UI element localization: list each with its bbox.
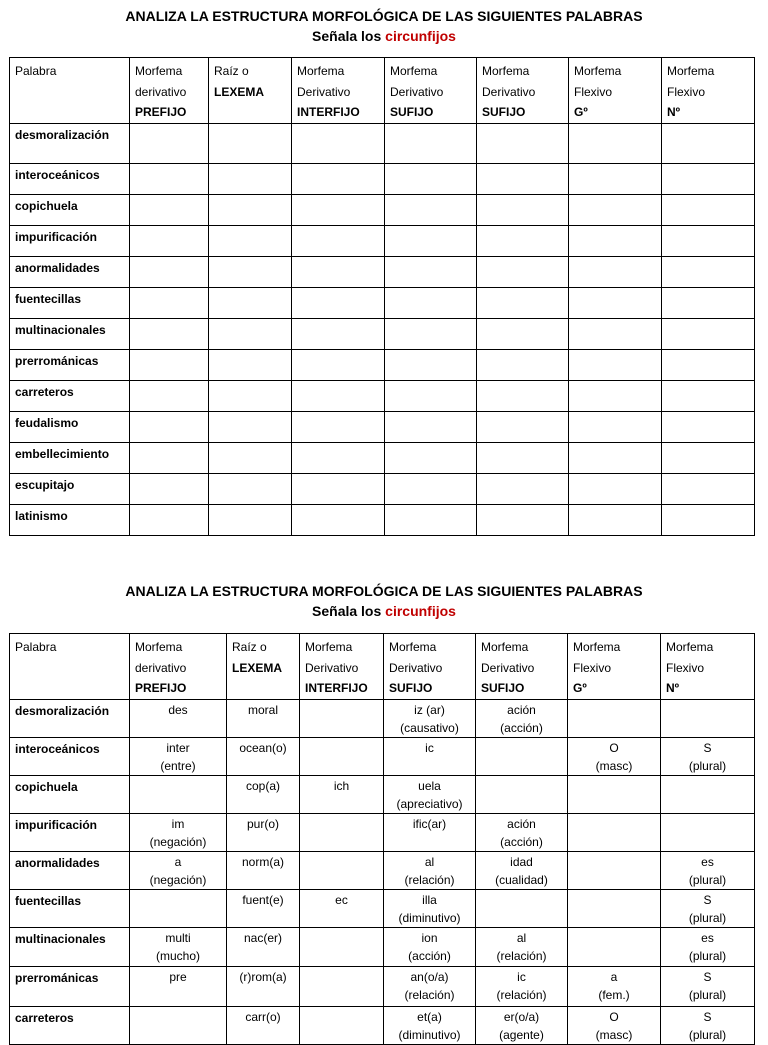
table-row — [10, 443, 755, 474]
morpheme-text: ion — [421, 930, 438, 945]
morpheme-text: moral — [247, 702, 278, 717]
morpheme-cell — [130, 966, 227, 1006]
header-lexema: Raíz o LEXEMA — [209, 58, 292, 124]
morpheme-gloss: (plural) — [688, 910, 727, 925]
morpheme-cell — [661, 813, 755, 851]
morpheme-cell — [568, 737, 661, 775]
morpheme-cell — [209, 505, 292, 536]
morpheme-cell — [661, 775, 755, 813]
morpheme-cell — [209, 164, 292, 195]
morpheme-cell — [662, 412, 755, 443]
morpheme-cell — [661, 1006, 755, 1044]
morpheme-text: S — [703, 892, 712, 907]
word-cell: interoceánicos — [10, 164, 130, 195]
word-cell: desmoralización — [10, 124, 130, 164]
morpheme-cell — [130, 319, 209, 350]
morpheme-cell — [292, 288, 385, 319]
blank-analysis-table — [9, 57, 755, 536]
morpheme-cell — [227, 851, 300, 889]
morpheme-cell — [568, 775, 661, 813]
word-cell: fuentecillas — [10, 288, 130, 319]
morpheme-gloss: (entre) — [160, 758, 196, 773]
morpheme-cell — [662, 164, 755, 195]
morpheme-cell — [569, 226, 662, 257]
morpheme-gloss: (plural) — [688, 872, 727, 887]
morpheme-cell — [662, 381, 755, 412]
morpheme-gloss: (negación) — [149, 834, 207, 849]
header-genero: Morfema Flexivo Gº — [568, 634, 661, 700]
morpheme-cell — [227, 775, 300, 813]
table-header-row — [10, 58, 755, 124]
morpheme-cell — [477, 195, 569, 226]
word-cell: feudalismo — [10, 412, 130, 443]
morpheme-gloss: (plural) — [688, 758, 727, 773]
morpheme-cell — [568, 927, 661, 966]
morpheme-text: fuent(e) — [242, 892, 284, 907]
word-cell: prerrománicas — [10, 966, 130, 1006]
morpheme-cell — [385, 319, 477, 350]
morpheme-cell — [477, 319, 569, 350]
morpheme-text: er(o/a) — [503, 1009, 540, 1024]
morpheme-cell — [385, 226, 477, 257]
morpheme-text: al — [424, 854, 435, 869]
header-numero: Morfema Flexivo Nº — [662, 58, 755, 124]
morpheme-cell — [477, 412, 569, 443]
morpheme-cell — [130, 505, 209, 536]
morpheme-cell — [662, 350, 755, 381]
morpheme-cell — [130, 775, 227, 813]
morpheme-cell — [385, 412, 477, 443]
subtitle-highlight: circunfijos — [385, 603, 456, 619]
header-lexema: Raíz o LEXEMA — [227, 634, 300, 700]
morpheme-cell — [477, 350, 569, 381]
morpheme-cell — [476, 1006, 568, 1044]
table-row — [10, 350, 755, 381]
morpheme-cell — [209, 257, 292, 288]
table-row — [10, 966, 755, 1006]
morpheme-text: multi — [165, 930, 191, 945]
morpheme-cell — [209, 412, 292, 443]
morpheme-text: ación — [507, 816, 536, 831]
table-row — [10, 699, 755, 737]
morpheme-gloss: (relación) — [404, 987, 455, 1002]
morpheme-cell — [130, 195, 209, 226]
morpheme-cell — [130, 699, 227, 737]
morpheme-cell — [209, 288, 292, 319]
morpheme-cell — [384, 927, 476, 966]
morpheme-text: S — [703, 969, 712, 984]
table-row — [10, 257, 755, 288]
header-interfijo: Morfema Derivativo INTERFIJO — [300, 634, 384, 700]
morpheme-cell — [477, 474, 569, 505]
word-cell: anormalidades — [10, 851, 130, 889]
morpheme-cell — [569, 288, 662, 319]
morpheme-gloss: (agente) — [499, 1027, 544, 1042]
morpheme-cell — [568, 1006, 661, 1044]
morpheme-text: al — [516, 930, 527, 945]
morpheme-cell — [568, 851, 661, 889]
word-cell: embellecimiento — [10, 443, 130, 474]
title-line: ANALIZA LA ESTRUCTURA MORFOLÓGICA DE LAS SIGUIENTES PALABRAS — [125, 8, 643, 24]
morpheme-cell — [661, 699, 755, 737]
morpheme-text: O — [609, 1009, 619, 1024]
morpheme-cell — [477, 257, 569, 288]
morpheme-gloss: (relación) — [496, 987, 547, 1002]
morpheme-cell — [569, 381, 662, 412]
morpheme-cell — [662, 226, 755, 257]
morpheme-cell — [476, 737, 568, 775]
morpheme-text: ic — [517, 969, 526, 984]
morpheme-cell — [292, 124, 385, 164]
table-row — [10, 813, 755, 851]
morpheme-cell — [385, 505, 477, 536]
morpheme-text: S — [703, 1009, 712, 1024]
morpheme-text: uela — [418, 778, 441, 793]
table-row — [10, 195, 755, 226]
table-row — [10, 124, 755, 164]
morpheme-cell — [227, 737, 300, 775]
morpheme-cell — [477, 164, 569, 195]
morpheme-cell — [385, 164, 477, 195]
header-sufijo-2: Morfema Derivativo SUFIJO — [476, 634, 568, 700]
morpheme-text: O — [609, 740, 619, 755]
morpheme-cell — [227, 889, 300, 927]
morpheme-text: inter — [166, 740, 190, 755]
table-row — [10, 775, 755, 813]
morpheme-text: ic — [425, 740, 434, 755]
word-cell: latinismo — [10, 505, 130, 536]
morpheme-cell — [385, 443, 477, 474]
morpheme-cell — [662, 443, 755, 474]
morpheme-text: ocean(o) — [239, 740, 287, 755]
table-header-row — [10, 634, 755, 700]
morpheme-cell — [130, 164, 209, 195]
morpheme-text: idad — [510, 854, 533, 869]
morpheme-cell — [569, 412, 662, 443]
morpheme-gloss: (masc) — [595, 758, 633, 773]
table-row — [10, 851, 755, 889]
morpheme-cell — [384, 699, 476, 737]
morpheme-cell — [292, 195, 385, 226]
morpheme-cell — [662, 195, 755, 226]
table-row — [10, 319, 755, 350]
morpheme-text: an(o/a) — [410, 969, 449, 984]
morpheme-cell — [130, 226, 209, 257]
morpheme-text: a — [174, 854, 182, 869]
morpheme-cell — [477, 288, 569, 319]
header-sufijo-1: Morfema Derivativo SUFIJO — [384, 634, 476, 700]
blank-table-body — [10, 124, 755, 536]
morpheme-cell — [569, 505, 662, 536]
morpheme-cell — [477, 124, 569, 164]
subtitle-prefix: Señala los — [312, 603, 382, 619]
morpheme-cell — [209, 226, 292, 257]
morpheme-text: S — [703, 740, 712, 755]
morpheme-cell — [130, 813, 227, 851]
morpheme-cell — [130, 474, 209, 505]
solution-title — [0, 581, 768, 621]
word-cell: impurificación — [10, 813, 130, 851]
morpheme-cell — [130, 124, 209, 164]
morpheme-cell — [209, 474, 292, 505]
morpheme-cell — [385, 288, 477, 319]
morpheme-text: illa — [422, 892, 437, 907]
morpheme-cell — [569, 124, 662, 164]
morpheme-cell — [384, 1006, 476, 1044]
morpheme-gloss: (acción) — [500, 834, 543, 849]
morpheme-cell — [569, 195, 662, 226]
table-row — [10, 474, 755, 505]
morpheme-text: im — [171, 816, 185, 831]
subtitle-line — [0, 26, 768, 46]
morpheme-text: ec — [335, 892, 348, 907]
morpheme-gloss: (plural) — [688, 948, 727, 963]
morpheme-cell — [384, 737, 476, 775]
morpheme-text: ific(ar) — [412, 816, 447, 831]
morpheme-cell — [568, 889, 661, 927]
morpheme-text: (r)rom(a) — [239, 969, 287, 984]
morpheme-gloss: (diminutivo) — [398, 1027, 461, 1042]
morpheme-cell — [662, 474, 755, 505]
morpheme-cell — [662, 257, 755, 288]
morpheme-cell — [662, 319, 755, 350]
word-cell: carreteros — [10, 381, 130, 412]
header-sufijo-1: Morfema Derivativo SUFIJO — [385, 58, 477, 124]
header-numero: Morfema Flexivo Nº — [661, 634, 755, 700]
morpheme-cell — [477, 443, 569, 474]
title-line: ANALIZA LA ESTRUCTURA MORFOLÓGICA DE LAS SIGUIENTES PALABRAS — [125, 583, 643, 599]
word-cell: prerrománicas — [10, 350, 130, 381]
morpheme-cell — [385, 474, 477, 505]
morpheme-text: a — [610, 969, 618, 984]
morpheme-cell — [476, 813, 568, 851]
exercise-title — [0, 6, 768, 46]
morpheme-gloss: (apreciativo) — [396, 796, 463, 811]
morpheme-cell — [477, 381, 569, 412]
morpheme-cell — [227, 813, 300, 851]
morpheme-gloss: (acción) — [408, 948, 451, 963]
table-row — [10, 412, 755, 443]
morpheme-text: ich — [333, 778, 350, 793]
morpheme-cell — [130, 257, 209, 288]
morpheme-cell — [568, 966, 661, 1006]
word-cell: desmoralización — [10, 699, 130, 737]
morpheme-cell — [292, 412, 385, 443]
word-cell: copichuela — [10, 775, 130, 813]
morpheme-cell — [292, 164, 385, 195]
table-row — [10, 381, 755, 412]
word-cell: carreteros — [10, 1006, 130, 1044]
table-row — [10, 1006, 755, 1044]
morpheme-cell — [209, 124, 292, 164]
subtitle-prefix: Señala los — [312, 28, 382, 44]
morpheme-cell — [209, 381, 292, 412]
morpheme-gloss: (plural) — [688, 987, 727, 1002]
solved-analysis-table — [9, 633, 755, 1045]
morpheme-cell — [209, 195, 292, 226]
morpheme-cell — [300, 737, 384, 775]
morpheme-cell — [476, 699, 568, 737]
morpheme-text: ación — [507, 702, 536, 717]
morpheme-cell — [292, 474, 385, 505]
morpheme-cell — [130, 443, 209, 474]
morpheme-cell — [292, 319, 385, 350]
morpheme-cell — [569, 443, 662, 474]
morpheme-cell — [209, 350, 292, 381]
morpheme-gloss: (relación) — [404, 872, 455, 887]
morpheme-cell — [385, 257, 477, 288]
morpheme-cell — [476, 775, 568, 813]
morpheme-cell — [476, 966, 568, 1006]
morpheme-cell — [384, 851, 476, 889]
morpheme-gloss: (acción) — [500, 720, 543, 735]
morpheme-cell — [477, 226, 569, 257]
header-prefijo: Morfema derivativo PREFIJO — [130, 58, 209, 124]
morpheme-cell — [292, 381, 385, 412]
morpheme-cell — [130, 381, 209, 412]
morpheme-gloss: (plural) — [688, 1027, 727, 1042]
morpheme-cell — [568, 699, 661, 737]
morpheme-cell — [569, 350, 662, 381]
table-row — [10, 164, 755, 195]
morpheme-text: cop(a) — [245, 778, 280, 793]
morpheme-cell — [384, 889, 476, 927]
morpheme-cell — [227, 966, 300, 1006]
header-prefijo: Morfema derivativo PREFIJO — [130, 634, 227, 700]
table-row — [10, 505, 755, 536]
table-row — [10, 288, 755, 319]
word-cell: multinacionales — [10, 319, 130, 350]
morpheme-cell — [227, 927, 300, 966]
morpheme-cell — [568, 813, 661, 851]
word-cell: fuentecillas — [10, 889, 130, 927]
table-row — [10, 737, 755, 775]
morpheme-gloss: (relación) — [496, 948, 547, 963]
table-row — [10, 226, 755, 257]
morpheme-cell — [384, 813, 476, 851]
morpheme-cell — [209, 443, 292, 474]
morpheme-gloss: (fem.) — [598, 987, 630, 1002]
morpheme-cell — [130, 288, 209, 319]
morpheme-cell — [130, 412, 209, 443]
word-cell: anormalidades — [10, 257, 130, 288]
morpheme-gloss: (cualidad) — [495, 872, 548, 887]
morpheme-cell — [569, 474, 662, 505]
morpheme-cell — [476, 889, 568, 927]
morpheme-text: nac(er) — [243, 930, 282, 945]
morpheme-cell — [569, 257, 662, 288]
word-cell: interoceánicos — [10, 737, 130, 775]
morpheme-text: norm(a) — [241, 854, 284, 869]
morpheme-text: iz (ar) — [414, 702, 445, 717]
morpheme-text: carr(o) — [245, 1009, 281, 1024]
morpheme-cell — [661, 851, 755, 889]
morpheme-gloss: (masc) — [595, 1027, 633, 1042]
morpheme-cell — [130, 889, 227, 927]
morpheme-cell — [292, 257, 385, 288]
header-interfijo: Morfema Derivativo INTERFIJO — [292, 58, 385, 124]
morpheme-cell — [662, 288, 755, 319]
header-palabra: Palabra — [10, 634, 130, 700]
morpheme-cell — [300, 889, 384, 927]
morpheme-cell — [662, 505, 755, 536]
morpheme-cell — [661, 927, 755, 966]
morpheme-cell — [227, 1006, 300, 1044]
word-cell: impurificación — [10, 226, 130, 257]
morpheme-cell — [292, 443, 385, 474]
solved-table-body — [10, 699, 755, 1044]
header-genero: Morfema Flexivo Gº — [569, 58, 662, 124]
morpheme-cell — [384, 966, 476, 1006]
morpheme-text: pur(o) — [246, 816, 279, 831]
word-cell: copichuela — [10, 195, 130, 226]
morpheme-cell — [661, 889, 755, 927]
morpheme-cell — [292, 350, 385, 381]
header-sufijo-2: Morfema Derivativo SUFIJO — [477, 58, 569, 124]
morpheme-cell — [661, 966, 755, 1006]
morpheme-cell — [385, 195, 477, 226]
header-palabra: Palabra — [10, 58, 130, 124]
morpheme-gloss: (diminutivo) — [398, 910, 461, 925]
morpheme-cell — [300, 775, 384, 813]
morpheme-gloss: (causativo) — [400, 720, 459, 735]
subtitle-line — [0, 601, 768, 621]
morpheme-cell — [130, 350, 209, 381]
morpheme-gloss: (mucho) — [155, 948, 200, 963]
morpheme-cell — [300, 851, 384, 889]
morpheme-cell — [385, 381, 477, 412]
morpheme-cell — [569, 164, 662, 195]
morpheme-cell — [300, 699, 384, 737]
morpheme-cell — [300, 813, 384, 851]
morpheme-cell — [130, 927, 227, 966]
subtitle-highlight: circunfijos — [385, 28, 456, 44]
morpheme-cell — [477, 505, 569, 536]
morpheme-cell — [292, 505, 385, 536]
word-cell: escupitajo — [10, 474, 130, 505]
morpheme-text: et(a) — [417, 1009, 442, 1024]
morpheme-cell — [227, 699, 300, 737]
word-cell: multinacionales — [10, 927, 130, 966]
morpheme-text: pre — [169, 969, 187, 984]
morpheme-text: des — [168, 702, 188, 717]
morpheme-cell — [385, 124, 477, 164]
morpheme-cell — [300, 966, 384, 1006]
morpheme-cell — [130, 1006, 227, 1044]
morpheme-gloss: (negación) — [149, 872, 207, 887]
morpheme-cell — [300, 1006, 384, 1044]
morpheme-cell — [385, 350, 477, 381]
morpheme-cell — [569, 319, 662, 350]
morpheme-cell — [384, 775, 476, 813]
morpheme-cell — [209, 319, 292, 350]
table-row — [10, 889, 755, 927]
morpheme-text: es — [701, 854, 714, 869]
morpheme-cell — [130, 737, 227, 775]
morpheme-cell — [476, 851, 568, 889]
morpheme-text: es — [701, 930, 714, 945]
morpheme-cell — [300, 927, 384, 966]
morpheme-cell — [130, 851, 227, 889]
table-row — [10, 927, 755, 966]
morpheme-cell — [476, 927, 568, 966]
morpheme-cell — [661, 737, 755, 775]
morpheme-cell — [662, 124, 755, 164]
morpheme-cell — [292, 226, 385, 257]
